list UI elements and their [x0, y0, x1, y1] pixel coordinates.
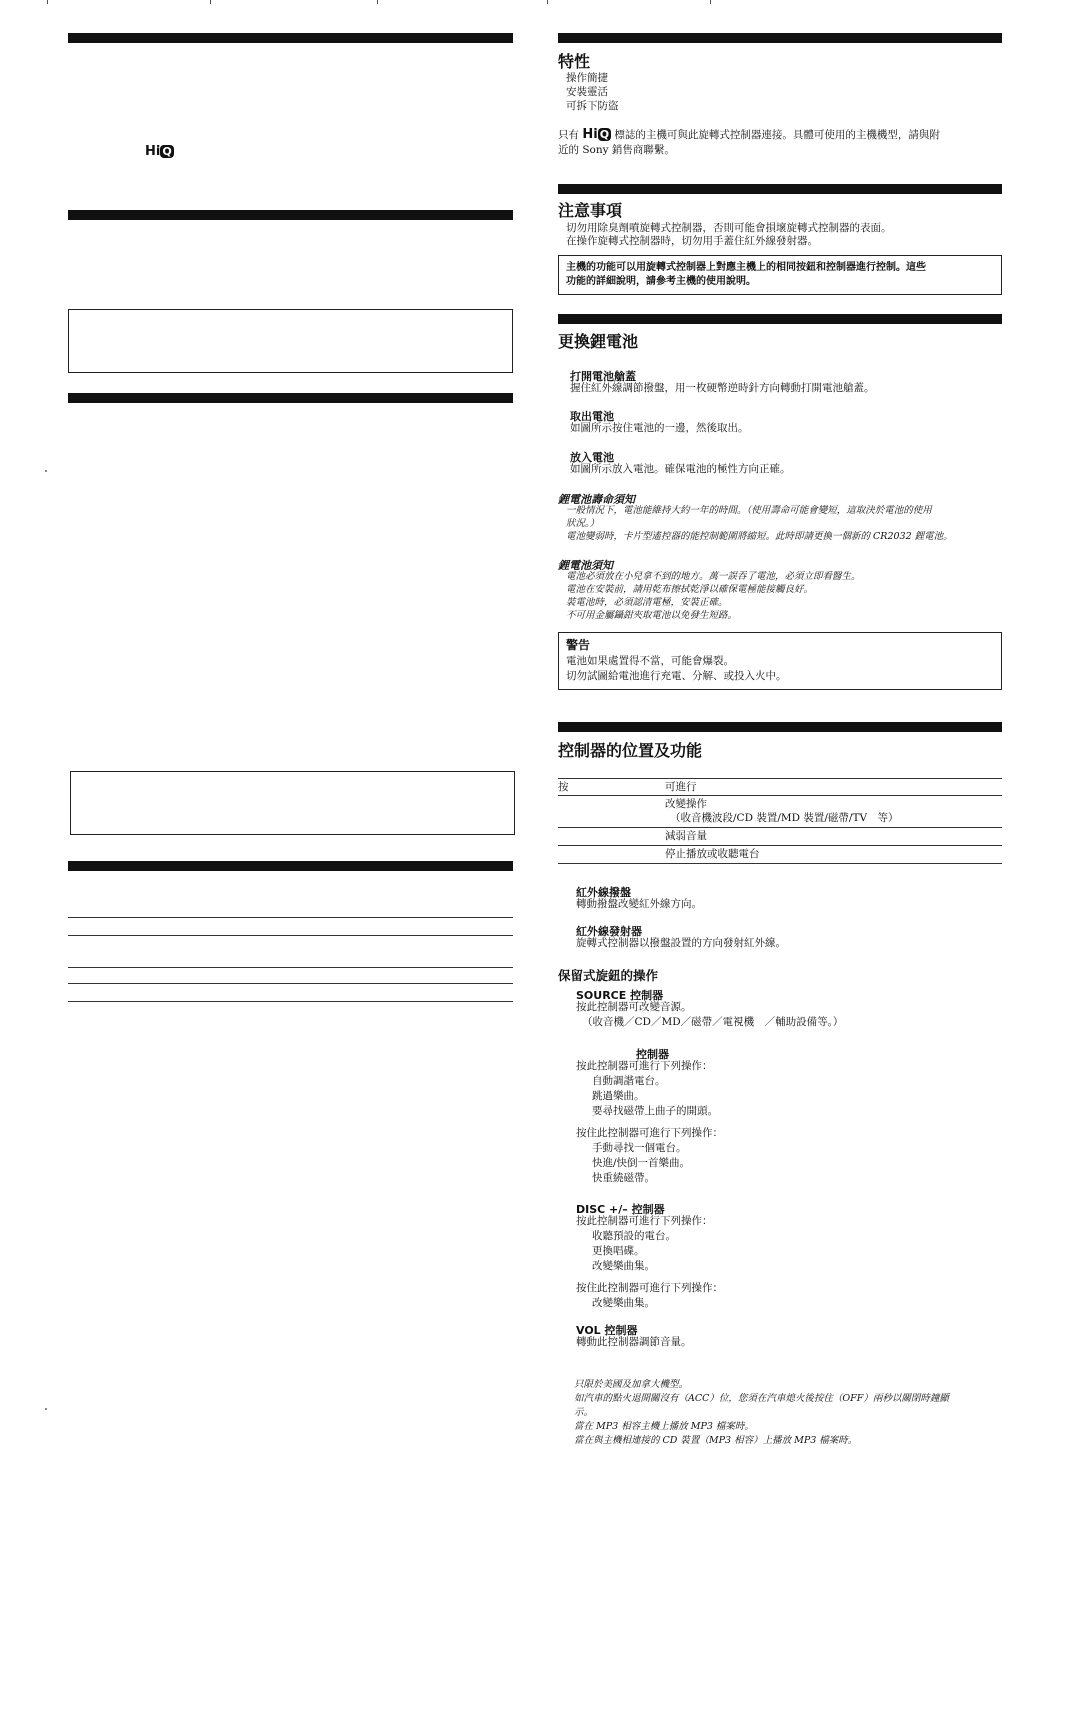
table-rule [558, 827, 1002, 828]
battery-notes-heading: 鋰電池須知 [558, 559, 613, 572]
feature-item: 操作簡捷 [566, 72, 608, 84]
battery-life-line: 一般情況下，電池能維持大約一年的時間。（使用壽命可能會變短，這取決於電池的使用 [566, 505, 932, 516]
table-rule [558, 863, 1002, 864]
footnote: 當在 MP3 相容主機上播放 MP3 檔案時。 [574, 1421, 754, 1432]
disc-hold-intro: 按住此控制器可進行下列操作： [576, 1282, 723, 1294]
seek-press-item: 自動調諧電台。 [592, 1075, 666, 1087]
hiq-logo: Hi Q [145, 144, 172, 159]
seek-hold-item: 快進/快倒一首樂曲。 [592, 1157, 691, 1169]
precaution-item: 在操作旋轉式控制器時，切勿用手蓋住紅外線發射器。 [566, 235, 818, 247]
footnote: 如汽車的點火退開關沒有（ACC）位，您須在汽車熄火後按住（OFF）兩秒以關閉時鐘顯 [574, 1393, 949, 1404]
section-bar [558, 33, 1002, 43]
crop-mark [210, 0, 211, 4]
crop-mark [47, 0, 48, 4]
ir-dial-text: 轉動撥盤改變紅外線方向。 [576, 898, 702, 910]
battery-life-heading: 鋰電池壽命須知 [558, 493, 635, 506]
feature-item: 可拆下防盜 [566, 100, 619, 112]
disc-press-item: 更換唱碟。 [592, 1245, 645, 1257]
scan-dot [45, 470, 47, 472]
crop-mark [377, 0, 378, 4]
table-rule [558, 778, 1002, 779]
table-rule [558, 795, 1002, 796]
battery-step-text: 握住紅外線調節撥盤，用一枚硬幣逆時針方向轉動打開電池艙蓋。 [570, 382, 875, 394]
table-cell: 減弱音量 [665, 830, 707, 842]
source-line: （收音機／CD／MD／磁帶／電視機 ／輔助設備等。） [582, 1016, 844, 1028]
feature-item: 安裝靈活 [566, 86, 608, 98]
battery-step-text: 如圖所示放入電池。確保電池的極性方向正確。 [570, 463, 791, 475]
seek-press-item: 要尋找磁帶上曲子的開頭。 [592, 1105, 718, 1117]
ir-emitter-heading: 紅外線發射器 [576, 925, 642, 938]
ir-dial-heading: 紅外線撥盤 [576, 886, 631, 899]
table-rule [68, 1001, 513, 1002]
battery-step-heading: 取出電池 [570, 410, 614, 423]
section-bar [68, 861, 513, 871]
compat-note-cont: 近的 Sony 銷售商聯繫。 [558, 144, 675, 156]
hiq-logo: Hi Q [582, 127, 610, 142]
battery-life-line: 電池變弱時，卡片型遙控器的能控制範圍將縮短。此時即請更換一個新的 CR2032 鋰電池。 [566, 531, 953, 542]
section-bar [68, 210, 513, 220]
precautions-title: 注意事項 [558, 201, 623, 220]
crop-mark [710, 0, 711, 4]
battery-note-line: 電池必須放在小兒拿不到的地方。萬一誤吞了電池，必須立即看醫生。 [566, 571, 861, 582]
table-rule [68, 967, 513, 968]
battery-note-line: 裝電池時，必須認清電極，安裝正確。 [566, 597, 728, 608]
table-cell: （收音機波段/CD 裝置/MD 裝置/磁帶/TV 等） [670, 812, 899, 824]
table-rule [68, 917, 513, 918]
ir-emitter-text: 旋轉式控制器以撥盤設置的方向發射紅外線。 [576, 937, 786, 949]
seek-heading: 控制器 [636, 1048, 669, 1061]
footnote: 示。 [574, 1407, 594, 1418]
seek-hold-item: 手動尋找一個電台。 [592, 1142, 687, 1154]
table-rule [558, 845, 1002, 846]
section-bar [558, 722, 1002, 732]
table-header-col1: 按 [558, 781, 569, 793]
seek-hold-item: 快重繞磁帶。 [592, 1172, 655, 1184]
features-title: 特性 [558, 52, 591, 71]
scan-dot [45, 1408, 47, 1410]
table-cell: 改變操作 [665, 798, 707, 810]
seek-hold-intro: 按住此控制器可進行下列操作： [576, 1127, 723, 1139]
table-rule [68, 935, 513, 936]
battery-title: 更換鋰電池 [558, 332, 639, 351]
retain-heading: 保留式旋鈕的操作 [558, 968, 659, 983]
disc-press-item: 收聽預設的電台。 [592, 1230, 676, 1242]
battery-life-line: 狀況。） [566, 518, 600, 529]
controls-title: 控制器的位置及功能 [558, 741, 703, 760]
crop-mark [547, 0, 548, 4]
warning-line: 切勿試圖給電池進行充電、分解、或投入火中。 [566, 670, 787, 682]
section-bar [68, 393, 513, 403]
table-rule [68, 983, 513, 984]
disc-press-intro: 按此控制器可進行下列操作： [576, 1215, 713, 1227]
precaution-item: 切勿用除臭劑噴旋轉式控制器，否則可能會損壞旋轉式控制器的表面。 [566, 222, 892, 234]
compat-note: 只有 Hi Q 標誌的主機可與此旋轉式控制器連接。具體可使用的主機機型，請與附 [558, 127, 940, 142]
seek-press-intro: 按此控制器可進行下列操作： [576, 1060, 713, 1072]
footnote: 當在與主機相連接的 CD 裝置（MP3 相容）上播放 MP3 檔案時。 [574, 1435, 858, 1446]
battery-step-heading: 打開電池艙蓋 [570, 370, 636, 383]
disc-heading: DISC +/– 控制器 [576, 1203, 665, 1216]
battery-note-line: 電池在安裝前，請用乾布擦拭乾淨以確保電極能接觸良好。 [566, 584, 814, 595]
warning-line: 電池如果處置得不當，可能會爆裂。 [566, 655, 734, 667]
notice-box [68, 309, 513, 373]
warning-title: 警告 [566, 638, 591, 652]
table-cell: 停止播放或收聽電台 [665, 848, 760, 860]
precaution-box-text: 主機的功能可以用旋轉式控制器上對應主機上的相同按鈕和控制器進行控制。這些 [566, 262, 926, 273]
table-header-col2: 可進行 [665, 781, 697, 793]
battery-step-heading: 放入電池 [570, 451, 614, 464]
source-line: 按此控制器可改變音源。 [576, 1001, 692, 1013]
precaution-box-text: 功能的詳細說明，請參考主機的使用說明。 [566, 276, 756, 287]
disc-hold-item: 改變樂曲集。 [592, 1297, 655, 1309]
battery-note-line: 不可用金屬鑷鉗夾取電池以免發生短路。 [566, 610, 738, 621]
section-bar [68, 33, 513, 43]
section-bar [558, 314, 1002, 324]
vol-heading: VOL 控制器 [576, 1324, 638, 1337]
source-heading: SOURCE 控制器 [576, 989, 664, 1002]
section-bar [558, 184, 1002, 194]
vol-text: 轉動此控制器調節音量。 [576, 1336, 692, 1348]
notice-box [70, 771, 515, 835]
battery-step-text: 如圖所示按住電池的一邊，然後取出。 [570, 422, 749, 434]
seek-press-item: 跳過樂曲。 [592, 1090, 645, 1102]
disc-press-item: 改變樂曲集。 [592, 1260, 655, 1272]
footnote: 只限於美國及加拿大機型。 [574, 1379, 689, 1390]
